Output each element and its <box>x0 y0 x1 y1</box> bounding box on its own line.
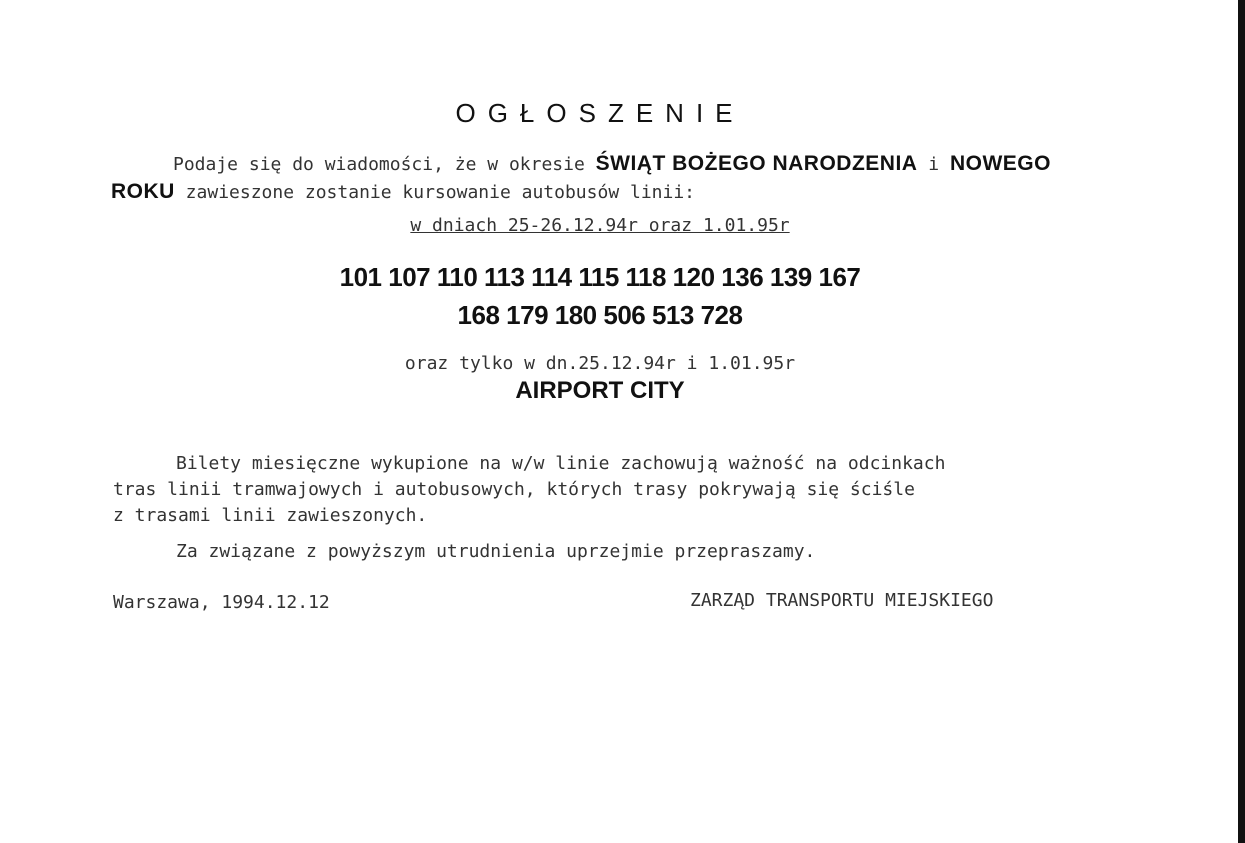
intro-conjunction: i <box>917 154 950 175</box>
tickets-paragraph-line-2: tras linii tramwajowych i autobusowych, których trasy pokrywają się ściśle <box>113 479 915 500</box>
airport-dates: oraz tylko w dn.25.12.94r i 1.01.95r <box>404 353 796 374</box>
intro-line-2 <box>111 180 695 204</box>
intro-line-1 <box>173 152 1051 176</box>
signature: ZARZĄD TRANSPORTU MIEJSKIEGO <box>690 590 994 611</box>
scan-edge <box>1238 0 1245 843</box>
holiday-new-year-part1: NOWEGO <box>949 152 1051 175</box>
holiday-christmas: ŚWIĄT BOŻEGO NARODZENIA <box>595 152 918 175</box>
bus-lines-row-1: 101 107 110 113 114 115 118 120 136 139 167 <box>339 262 861 292</box>
place-and-date: Warszawa, 1994.12.12 <box>113 592 330 613</box>
apology-text: Za związane z powyższym utrudnienia uprzejmie przepraszamy. <box>176 541 816 562</box>
announcement-title: OGŁOSZENIE <box>455 98 745 128</box>
tickets-paragraph-line-3: z trasami linii zawieszonych. <box>113 505 428 526</box>
airport-line: AIRPORT CITY <box>515 377 685 404</box>
bus-lines-row-2: 168 179 180 506 513 728 <box>457 300 743 330</box>
holiday-new-year-part2: ROKU <box>111 180 175 203</box>
intro-continuation: zawieszone zostanie kursowanie autobusów linii: <box>174 182 696 203</box>
suspension-dates: w dniach 25-26.12.94r oraz 1.01.95r <box>410 215 790 236</box>
tickets-paragraph-line-1: Bilety miesięczne wykupione na w/w linie zachowują ważność na odcinkach <box>176 453 946 474</box>
intro-text: Podaje się do wiadomości, że w okresie <box>173 154 596 175</box>
